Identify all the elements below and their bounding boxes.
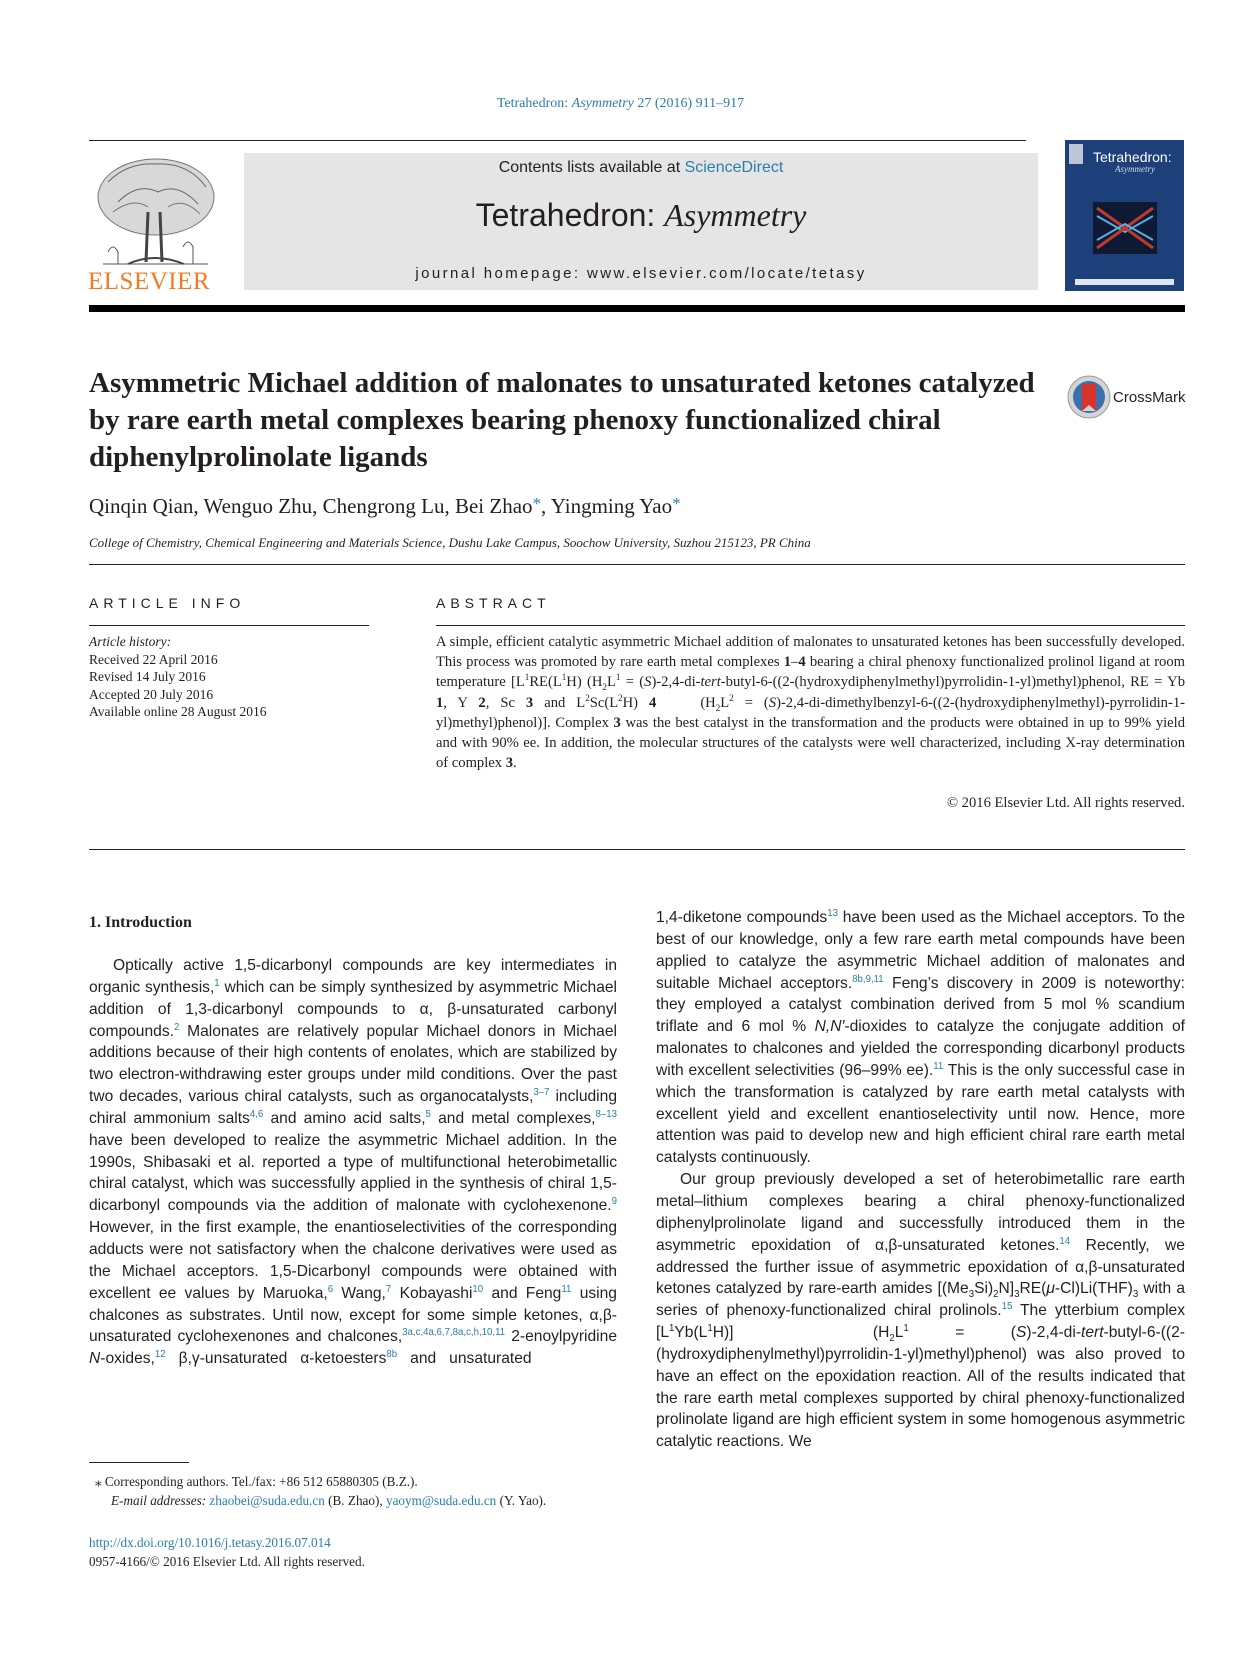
cover-art-icon xyxy=(1093,202,1157,254)
introduction-heading: 1. Introduction xyxy=(89,914,192,931)
rule-below-abstract xyxy=(89,849,1185,850)
journal-citation[interactable]: Tetrahedron: Asymmetry 27 (2016) 911–917 xyxy=(496,96,745,111)
contents-line: Contents lists available at ScienceDirect xyxy=(498,159,784,176)
email-link-yao[interactable]: yaoym@suda.edu.cn xyxy=(385,1493,497,1508)
header-rule-top xyxy=(89,140,1026,141)
abstract-body: A simple, efficient catalytic asymmetric Michael addition of malonates to unsaturated ketones has been successfully developed. This process was promoted by rare earth metal complexes 1–4 bearing a chiral phenoxy functionalized prolinol ligand at room temperature [$L^1RE(L^1H) (H_2L^1$ = (S)-2,4-di-tert-butyl-6-((2-(hydroxydiphenylmethyl)pyrrolidin-1-yl)methyl)phenol, RE = Yb 1, Y 2, Sc 3 and $L^2Sc(L^2H)$ 4 ($H_2L^2$ = (S)-2,4-di-dimethylbenzyl-6-((2-(hydroxydiphenylmethyl)-pyrrolidin-1-yl)methyl)phenol)]. Complex 3 was the best catalyst in the transformation and the products were obtained in up to 99% yield and with 90% ee. In addition, the molecular structures of the catalysts were well characterized, including X-ray determination of complex 3. xyxy=(436,634,1186,772)
article-info-heading: ARTICLE INFO xyxy=(89,595,246,611)
abstract-copyright: © 2016 Elsevier Ltd. All rights reserved. xyxy=(946,795,1185,811)
abstract-rule xyxy=(436,625,1185,626)
corresponding-author-mark[interactable]: * xyxy=(532,494,542,513)
crossmark-label[interactable]: CrossMark xyxy=(1113,389,1186,406)
cover-badge-icon xyxy=(1069,144,1083,164)
body-column-right: 1,4-diketone compounds$^{13}$ have been used as the Michael acceptors. To the best of our knowledge, only a few rare earth metal compounds have been applied to catalyze the asymmetric Michael addition of malonates and suitable Michael acceptors.$^{8b,9,11}$ Feng’s discovery in 2009 is noteworthy: they employed a catalyst combination derived from 5 mol % scandium triflate and 6 mol % N,N′-dioxides to catalyze the conjugate addition of malonates to chalcones and yielded the corresponding dicarbonyl products with excellent selectivities (96–99% ee).$^{11}$ This is the only successful case in which the transformation is catalyzed by rare earth metal catalysts with excellent yield and excellent enantioselectivity until now. Hence, more attention was paid to develop new and high efficient chiral rare earth metal catalysts continuously. Our group previously developed a set of heterobimetallic rare earth metal–lithium complexes bearing a chiral phenoxy-functionalized diphenylprolinolate ligand and successfully introduced them in the asymmetric epoxidation of α,β-unsaturated ketones.$^{14}$ Recently, we addressed the further issue of asymmetric epoxidation of α,β-unsaturated ketones catalyzed by rare-earth amides $[(Me_3Si)_2N]_3RE(\mu-Cl)Li(THF)_3$ with a series of phenoxy-functionalized chiral prolinols.$^{15}$ The ytterbium complex $[L^1Yb(L^1H)] (H_2L^1$ = (S)-2,4-di-tert-butyl-6-((2-(hydroxydiphenylmethyl)pyrrolidin-1-yl)methyl)phenol) was also proved to have an effect on the epoxidation reaction. All of the results indicated that the rare earth metal complexes supported by chiral phenoxy-functionalized prolinolate ligand are high efficient system in some homogenous asymmetric catalytic reactions. We xyxy=(656,907,1186,1451)
journal-homepage-link[interactable]: journal homepage: www.elsevier.com/locate/tetasy xyxy=(415,265,867,282)
elsevier-wordmark: ELSEVIER xyxy=(88,268,211,295)
doi-block xyxy=(89,1533,365,1571)
journal-name: Tetrahedron: Asymmetry xyxy=(475,197,807,233)
journal-masthead xyxy=(244,153,1038,290)
article-info-rule xyxy=(89,625,369,626)
crossmark-icon[interactable] xyxy=(1067,375,1111,419)
footnote-rule xyxy=(89,1462,189,1463)
footnote-corresponding: ⁎ Corresponding authors. Tel./fax: +86 512 65880305 (B.Z.). E-mail addresses: zhaobei@suda.edu.cn (B. Zhao), yaoym@suda.edu.cn (Y. Yao). xyxy=(89,1472,649,1510)
sciencedirect-link[interactable]: ScienceDirect xyxy=(684,159,784,176)
affiliation: College of Chemistry, Chemical Engineering and Materials Science, Dushu Lake Campus, Soochow University, Suzhou 215123, PR China xyxy=(89,535,811,550)
footnote-emails: E-mail addresses: zhaobei@suda.edu.cn (B. Zhao), yaoym@suda.edu.cn (Y. Yao). xyxy=(111,1493,547,1508)
author-list: Qinqin Qian, Wenguo Zhu, Chengrong Lu, Bei Zhao*, Yingming Yao* xyxy=(89,494,681,518)
corresponding-author-mark[interactable]: * xyxy=(672,494,681,513)
article-title: Asymmetric Michael addition of malonates to unsaturated ketones catalyzed by rare earth metal complexes bearing phenoxy functionalized chiral diphenylprolinolate ligands xyxy=(89,367,1035,473)
article-history: Article history: Received 22 April 2016 Revised 14 July 2016 Accepted 20 July 2016 Available online 28 August 2016 xyxy=(89,634,267,720)
abstract-heading: ABSTRACT xyxy=(436,595,551,611)
email-link-zhao[interactable]: zhaobei@suda.edu.cn xyxy=(209,1493,325,1508)
cover-footer-band xyxy=(1075,279,1174,285)
issn-line: 0957-4166/© 2016 Elsevier Ltd. All rights reserved. xyxy=(89,1554,365,1569)
doi-link[interactable]: http://dx.doi.org/10.1016/j.tetasy.2016.07.014 xyxy=(89,1535,331,1550)
rule-below-affiliation xyxy=(89,564,1185,565)
journal-cover-thumbnail[interactable]: Tetrahedron: Asymmetry xyxy=(1065,140,1184,291)
header-rule-thick xyxy=(89,305,1185,312)
body-column-left: Optically active 1,5-dicarbonyl compounds are key intermediates in organic synthesis,$^1$ which can be simply synthesized by asymmetric Michael addition of 1,3-dicarbonyl compounds to α, β-unsaturated carbonyl compounds.$^2$ Malonates are relatively popular Michael donors in Michael additions because of their high contents of enolates, which are stabilized by two electron-withdrawing ester groups under mild conditions. Over the past two decades, various chiral catalysts, such as organocatalysts,$^{3-7}$ including chiral ammonium salts$^{4,6}$ and amino acid salts,$^5$ and metal complexes,$^{8-13}$ have been developed to realize the asymmetric Michael addition. In the 1990s, Shibasaki et al. reported a type of multifunctional heterobimetallic chiral catalyst, which was successfully applied in the synthesis of chiral 1,5-dicarbonyl compounds via the addition of malonate with cyclohexenone.$^9$ However, in the first example, the enantioselectivities of the corresponding adducts were not satisfactory when the chalcone derivatives were used as the Michael acceptors. 1,5-Dicarbonyl compounds were obtained with excellent ee values by Maruoka,$^6$ Wang,$^7$ Kobayashi$^{10}$ and Feng$^{11}$ using chalcones as substrates. Until now, except for some simple ketones, α,β-unsaturated cyclohexenones and chalcones,$^{3a,c,4a,6,7,8a,c,h,10,11}$ 2-enoylpyridine N-oxides,$^{12}$ β,γ-unsaturated α-ketoesters$^{8b}$ and unsaturated xyxy=(89,957,617,1368)
